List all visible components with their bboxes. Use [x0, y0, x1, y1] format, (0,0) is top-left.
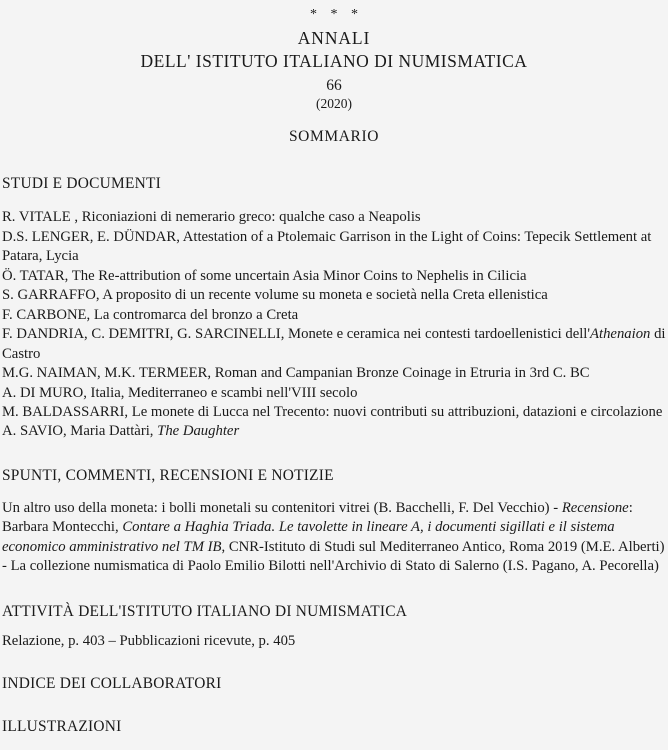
entry-title: Monete e ceramica nei contesti tardoellenistici dell': [288, 326, 591, 343]
entry-author: F. CARBONE: [2, 306, 87, 323]
entry-separator: ,: [83, 384, 91, 401]
entry-separator: ,: [86, 306, 94, 323]
studi-entry-list: [2, 208, 666, 442]
entry-separator: ,: [176, 228, 183, 245]
entry-separator: ,: [70, 209, 82, 226]
entry-author: M.G. NAIMAN, M.K. TERMEER: [2, 365, 208, 382]
list-item: [2, 286, 666, 305]
entry-title: Maria Dattàri,: [70, 423, 158, 440]
section-heading-indice: INDICE DEI COLLABORATORI: [2, 675, 222, 693]
list-item: [2, 364, 666, 383]
entry-author: A. SAVIO: [2, 423, 63, 440]
decorative-asterisks: * * *: [310, 7, 363, 22]
publication-year: (2020): [316, 96, 352, 112]
list-item: [2, 325, 666, 364]
entry-author: M. BALDASSARRI: [2, 403, 125, 420]
entry-author: Ö. TATAR: [2, 267, 65, 284]
entry-title: A proposito di un recente volume su moneta e società nella Creta ellenistica: [102, 287, 548, 304]
masthead: [2, 6, 666, 146]
list-item: [2, 306, 666, 325]
entry-separator: ,: [280, 326, 289, 343]
entry-separator: ,: [62, 423, 71, 440]
list-item: [2, 208, 666, 227]
journal-title: ANNALI: [297, 27, 371, 48]
list-item: [2, 267, 666, 286]
spunti-text-part3: , CNR-Istituto di Studi sul Mediterraneo Antico, Roma 2019 (M.E. Alberti) - La collezione numismatica di Paolo Emilio Bilotti nell'Archivio di Stato di Salerno (I.S. Pagano, A. Pecorella): [2, 538, 665, 575]
entry-title: Roman and Campanian Bronze Coinage in Etruria in 3rd C. BC: [214, 365, 590, 382]
entry-separator: ,: [207, 365, 215, 382]
entry-title-italic: Athenaion: [590, 326, 651, 343]
spunti-paragraph: [2, 499, 666, 577]
institute-name: DELL' ISTITUTO ITALIANO DI NUMISMATICA: [140, 50, 528, 71]
volume-number: 66: [326, 76, 342, 94]
contents-label: SOMMARIO: [288, 127, 380, 145]
list-item: [2, 384, 666, 403]
entry-separator: ,: [95, 287, 103, 304]
section-heading-attivita: ATTIVITÀ DELL'ISTITUTO ITALIANO DI NUMISMATICA: [2, 602, 408, 620]
entry-author: R. VITALE: [2, 209, 71, 226]
entry-author: S. GARRAFFO: [2, 287, 96, 304]
list-item: [2, 228, 666, 267]
section-heading-studi: STUDI E DOCUMENTI: [2, 175, 161, 193]
entry-title: The Re-attribution of some uncertain Asia Minor Coins to Nephelis in Cilicia: [71, 267, 527, 284]
spunti-recensione-label: Recensione: [561, 499, 629, 516]
entry-author: A. DI MURO: [2, 384, 84, 401]
list-item: [2, 422, 666, 441]
attivita-detail-line: Relazione, p. 403 – Pubblicazioni ricevute, p. 405: [2, 632, 296, 649]
section-heading-spunti: SPUNTI, COMMENTI, RECENSIONI E NOTIZIE: [2, 466, 334, 484]
section-heading-illustrazioni: ILLUSTRAZIONI: [2, 718, 122, 736]
entry-title-italic: The Daughter: [157, 423, 240, 440]
entry-separator: ,: [64, 267, 72, 284]
entry-title: Attestation of a Ptolemaic Garrison in the Light of Coins: Tepecik Settlement at Patara, Lycia: [2, 228, 652, 265]
spunti-text-part2: : Barbara Montecchi,: [2, 499, 633, 536]
entry-author: D.S. LENGER, E. DÜNDAR: [2, 228, 177, 245]
entry-title-tail: di Castro: [2, 326, 666, 362]
list-item: [2, 403, 666, 422]
entry-title: Italia, Mediterraneo e scambi nell'VIII secolo: [90, 384, 358, 401]
entry-author: F. DANDRIA, C. DEMITRI, G. SARCINELLI: [2, 326, 281, 343]
entry-title: Le monete di Lucca nel Trecento: nuovi contributi su attribuzioni, datazioni e circolazione: [131, 403, 663, 420]
entry-title: La contromarca del bronzo a Creta: [93, 306, 299, 323]
spunti-book-title: Contare a Haghia Triada. Le tavolette in lineare A, i documenti sigillati e il sistema economico amministrativo nel TM IB: [2, 519, 615, 555]
spunti-text-part1: Un altro uso della moneta: i bolli monetali su contenitori vitrei (B. Bacchelli, F. Del Vecchio) -: [2, 499, 562, 516]
entry-title: Riconiazioni di nemerario greco: qualche caso a Neapolis: [81, 209, 421, 226]
entry-separator: ,: [124, 403, 132, 420]
